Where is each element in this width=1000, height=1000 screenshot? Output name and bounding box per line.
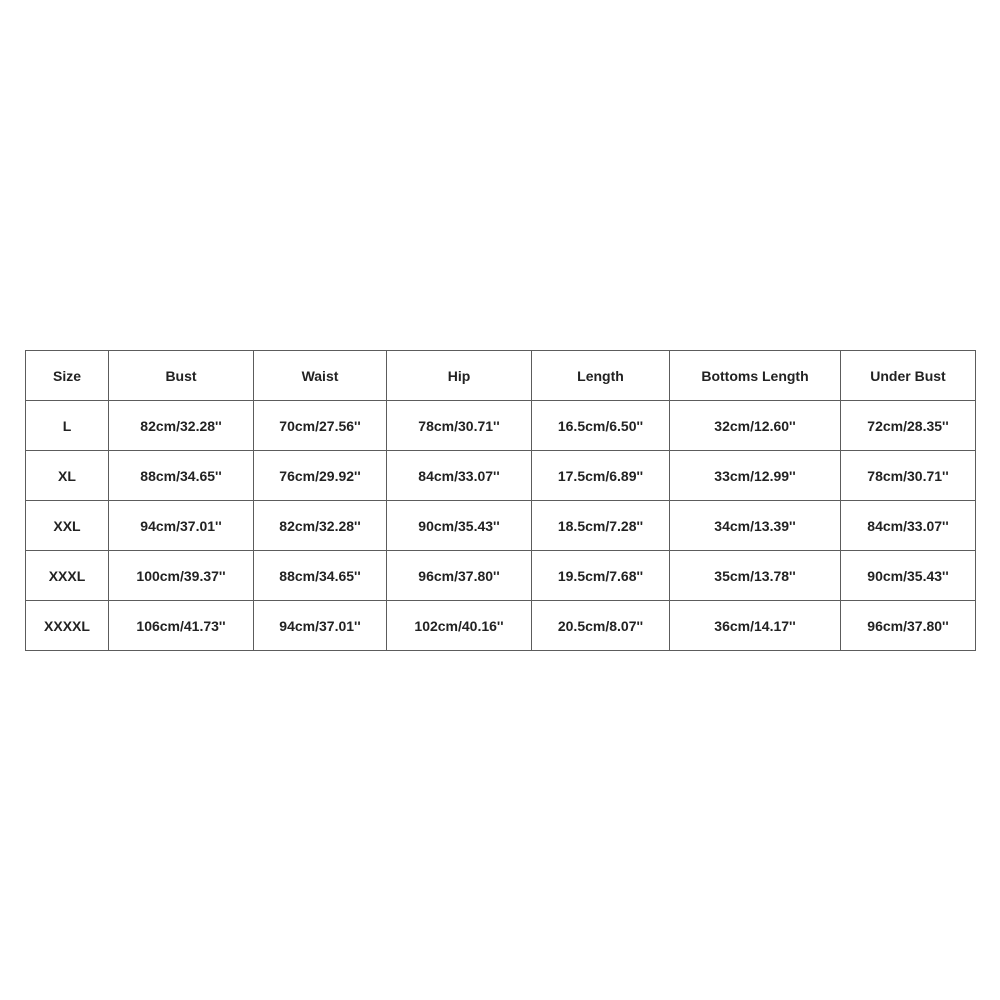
cell-size: L [26,401,109,451]
cell-waist: 94cm/37.01'' [254,601,387,651]
cell-length: 18.5cm/7.28'' [532,501,670,551]
cell-size: XXXL [26,551,109,601]
cell-size: XL [26,451,109,501]
cell-hip: 84cm/33.07'' [387,451,532,501]
table-row [26,601,976,651]
size-chart-table [25,350,976,651]
cell-under-bust: 72cm/28.35'' [841,401,976,451]
cell-bust: 82cm/32.28'' [109,401,254,451]
cell-bust: 88cm/34.65'' [109,451,254,501]
cell-under-bust: 90cm/35.43'' [841,551,976,601]
cell-size: XXXXL [26,601,109,651]
cell-length: 20.5cm/8.07'' [532,601,670,651]
cell-hip: 90cm/35.43'' [387,501,532,551]
cell-bust: 100cm/39.37'' [109,551,254,601]
cell-length: 17.5cm/6.89'' [532,451,670,501]
header-length: Length [532,351,670,401]
cell-waist: 82cm/32.28'' [254,501,387,551]
header-under-bust: Under Bust [841,351,976,401]
table-row [26,501,976,551]
header-bottoms-length: Bottoms Length [670,351,841,401]
cell-under-bust: 96cm/37.80'' [841,601,976,651]
header-size: Size [26,351,109,401]
header-hip: Hip [387,351,532,401]
table-row [26,451,976,501]
header-row [26,351,976,401]
cell-length: 16.5cm/6.50'' [532,401,670,451]
cell-length: 19.5cm/7.68'' [532,551,670,601]
cell-bottoms-length: 33cm/12.99'' [670,451,841,501]
cell-under-bust: 78cm/30.71'' [841,451,976,501]
cell-hip: 96cm/37.80'' [387,551,532,601]
cell-bottoms-length: 34cm/13.39'' [670,501,841,551]
cell-hip: 78cm/30.71'' [387,401,532,451]
cell-waist: 76cm/29.92'' [254,451,387,501]
cell-size: XXL [26,501,109,551]
table-row [26,401,976,451]
cell-bust: 94cm/37.01'' [109,501,254,551]
cell-under-bust: 84cm/33.07'' [841,501,976,551]
cell-hip: 102cm/40.16'' [387,601,532,651]
header-bust: Bust [109,351,254,401]
cell-waist: 88cm/34.65'' [254,551,387,601]
cell-waist: 70cm/27.56'' [254,401,387,451]
table-row [26,551,976,601]
cell-bottoms-length: 35cm/13.78'' [670,551,841,601]
cell-bottoms-length: 32cm/12.60'' [670,401,841,451]
header-waist: Waist [254,351,387,401]
cell-bottoms-length: 36cm/14.17'' [670,601,841,651]
cell-bust: 106cm/41.73'' [109,601,254,651]
